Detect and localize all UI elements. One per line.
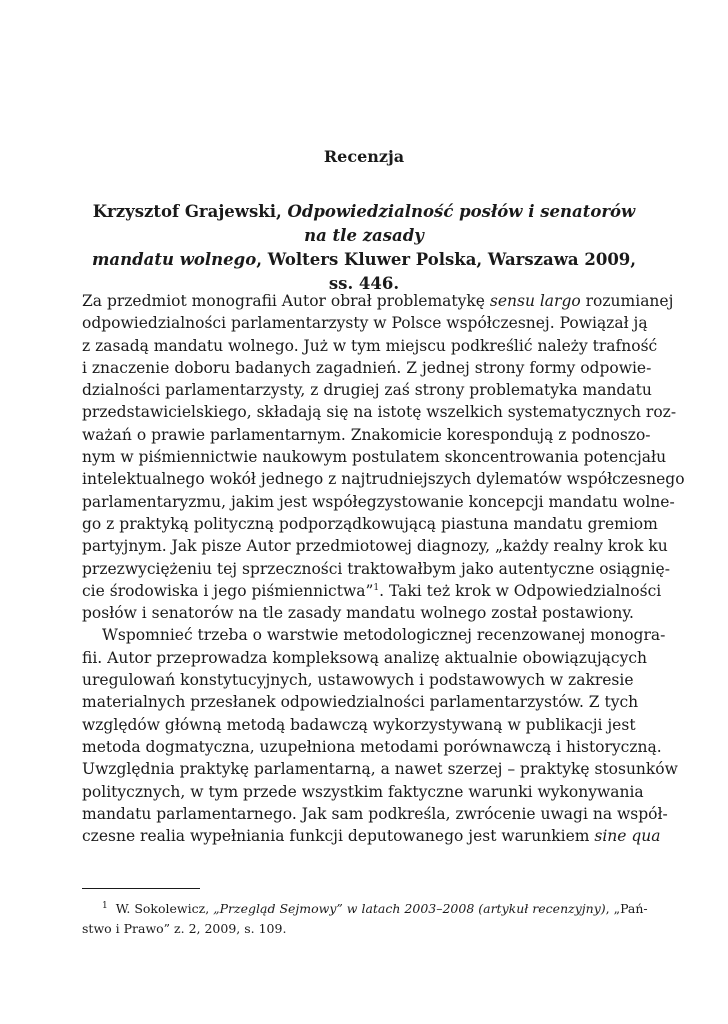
text-line: mandatu parlamentarnego. Jak sam podkreśla, zwrócenie uwagi na współ- (82, 804, 668, 823)
text-line: posłów i senatorów na tle zasady mandatu wolnego został postawiony. (82, 604, 634, 623)
text-run: rozumianej (580, 292, 674, 310)
text-line: go z praktyką polityczną podporządkowującą piastuna mandatu gremiom (82, 514, 658, 533)
italic-term: sine qua (594, 827, 661, 846)
text-line (82, 825, 661, 847)
text-line: Uwzględnia praktykę parlamentarną, a nawet szerzej – praktykę stosunków (82, 760, 678, 779)
text-line: intelektualnego wokół jednego z najtrudniejszych dylematów współczesnego (82, 470, 685, 489)
text-run: cie środowiska i jego piśmiennictwa” (82, 581, 374, 600)
page-title: Recenzja (323, 147, 405, 166)
text-line: nym w piśmiennictwie naukowym postulatem skoncentrowania potencjału (82, 448, 667, 467)
text-line: parlamentaryzmu, jakim jest współegzystowanie koncepcji mandatu wolne- (82, 492, 675, 511)
footnote-line (82, 899, 646, 919)
review-body (82, 290, 685, 847)
text-line: materialnych przesłanek odpowiedzialności parlamentarzystów. Z tych (82, 693, 639, 712)
text-line: partyjnym. Jak pisze Autor przedmiotowej diagnozy, „każdy realny krok ku (82, 537, 668, 556)
italic-title: „Przegląd Sejmowy” w latach 2003–2008 (artykuł recenzyjny) (213, 901, 606, 916)
footnote-line: stwo i Prawo” z. 2, 2009, s. 109. (82, 921, 287, 936)
text-line: odpowiedzialności parlamentarzysty w Polsce współczesnej. Powiązał ją (82, 314, 648, 333)
citation-author: Krzysztof Grajewski, (92, 202, 288, 221)
text-line: politycznych, w tym przede wszystkim faktyczne warunki wykonywania (82, 782, 644, 801)
footnote-divider (82, 888, 200, 889)
footnote-number: 1 (102, 901, 108, 911)
text-run: W. Sokolewicz, (115, 901, 214, 916)
text-line: ważań o prawie parlamentarnym. Znakomicie korespondują z podnoszo- (82, 425, 651, 444)
text-line: uregulowań konstytucyjnych, ustawowych i podstawowych w zakresie (82, 671, 634, 690)
text-line: dzialności parlamentarzysty, z drugiej zaś strony problematyka mandatu (82, 381, 652, 400)
text-run: czesne realia wypełniania funkcji deputowanego jest warunkiem (82, 827, 595, 846)
citation-title-part-1: Odpowiedzialność posłów i senatorów na tle zasady (287, 202, 636, 245)
text-line: względów główną metodą badawczą wykorzystywaną w publikacji jest (82, 715, 636, 734)
text-line (82, 290, 674, 312)
citation-publisher: , Wolters Kluwer Polska, Warszawa 2009, ss. 446. (256, 250, 637, 293)
text-run: , „Pań- (605, 901, 648, 916)
text-run: . Taki też krok w Odpowiedzialności (379, 581, 662, 600)
text-run: Za przedmiot monografii Autor obrał problematykę (82, 292, 490, 310)
text-line: przedstawicielskiego, składają się na istotę wszelkich systematycznych roz- (82, 403, 677, 422)
book-citation (82, 200, 646, 296)
italic-term: sensu largo (489, 292, 581, 310)
text-line: przezwyciężeniu tej sprzeczności traktowałbym jako autentyczne osiągnię- (82, 559, 670, 578)
footnote-reference: 1 (373, 582, 380, 593)
text-line (82, 580, 662, 602)
text-line: z zasadą mandatu wolnego. Już w tym miejscu podkreślić należy trafność (82, 336, 658, 355)
footnote (82, 899, 646, 939)
citation-title-part-2: mandatu wolnego (91, 250, 257, 269)
text-line: fii. Autor przeprowadza kompleksową analizę aktualnie obowiązujących (82, 648, 647, 667)
text-line: Wspomnieć trzeba o warstwie metodologicznej recenzowanej monogra- (102, 626, 666, 645)
text-line: i znaczenie doboru badanych zagadnień. Z jednej strony formy odpowie- (82, 358, 652, 377)
text-line: metoda dogmatyczna, uzupełniona metodami porównawczą i historyczną. (82, 737, 662, 756)
